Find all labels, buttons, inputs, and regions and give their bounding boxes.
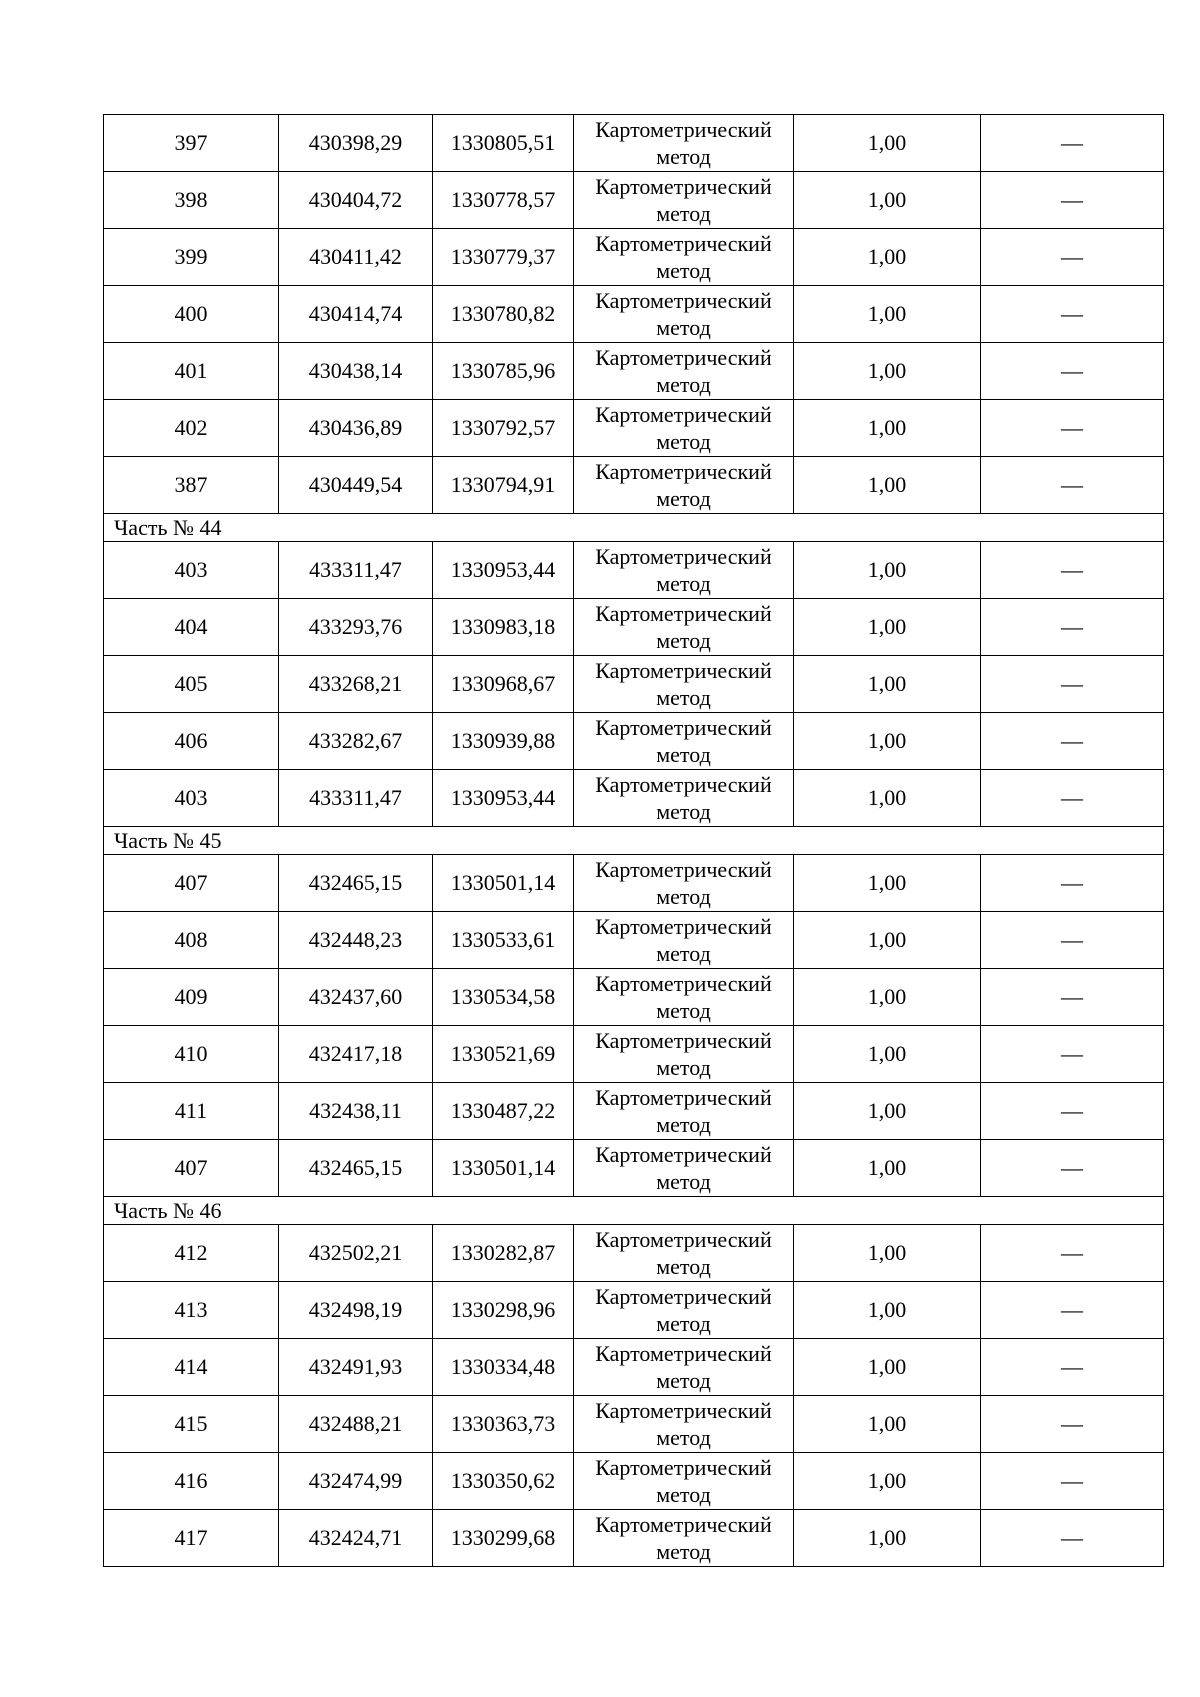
accuracy-cell: 1,00 xyxy=(794,172,981,229)
x-coordinate-cell: 432474,99 xyxy=(279,1453,433,1510)
method-cell xyxy=(574,1339,794,1396)
table-row xyxy=(104,599,1164,656)
section-header-row xyxy=(104,827,1164,855)
x-coordinate-cell: 432424,71 xyxy=(279,1510,433,1567)
note-cell: — xyxy=(981,1339,1164,1396)
method-line-2: метод xyxy=(656,1254,711,1279)
section-header: Часть № 46 xyxy=(104,1197,1164,1225)
method-line-2: метод xyxy=(656,998,711,1023)
point-number-cell: 401 xyxy=(104,343,279,400)
x-coordinate-cell: 432417,18 xyxy=(279,1026,433,1083)
x-coordinate-cell: 433311,47 xyxy=(279,770,433,827)
note-cell: — xyxy=(981,770,1164,827)
method-line-1: Картометрический xyxy=(595,402,772,427)
note-cell: — xyxy=(981,457,1164,514)
table-row xyxy=(104,1510,1164,1567)
note-cell: — xyxy=(981,656,1164,713)
x-coordinate-cell: 430398,29 xyxy=(279,115,433,172)
accuracy-cell: 1,00 xyxy=(794,912,981,969)
method-line-1: Картометрический xyxy=(595,772,772,797)
y-coordinate-cell: 1330533,61 xyxy=(433,912,574,969)
table-row xyxy=(104,1453,1164,1510)
method-line-1: Картометрический xyxy=(595,658,772,683)
method-line-1: Картометрический xyxy=(595,345,772,370)
point-number-cell: 397 xyxy=(104,115,279,172)
x-coordinate-cell: 430438,14 xyxy=(279,343,433,400)
y-coordinate-cell: 1330298,96 xyxy=(433,1282,574,1339)
point-number-cell: 412 xyxy=(104,1225,279,1282)
method-cell xyxy=(574,969,794,1026)
accuracy-cell: 1,00 xyxy=(794,1396,981,1453)
x-coordinate-cell: 430404,72 xyxy=(279,172,433,229)
table-row xyxy=(104,286,1164,343)
table-row xyxy=(104,770,1164,827)
y-coordinate-cell: 1330780,82 xyxy=(433,286,574,343)
point-number-cell: 399 xyxy=(104,229,279,286)
note-cell: — xyxy=(981,115,1164,172)
y-coordinate-cell: 1330939,88 xyxy=(433,713,574,770)
x-coordinate-cell: 432498,19 xyxy=(279,1282,433,1339)
point-number-cell: 408 xyxy=(104,912,279,969)
x-coordinate-cell: 430449,54 xyxy=(279,457,433,514)
method-cell xyxy=(574,1396,794,1453)
note-cell: — xyxy=(981,1083,1164,1140)
point-number-cell: 406 xyxy=(104,713,279,770)
point-number-cell: 417 xyxy=(104,1510,279,1567)
point-number-cell: 415 xyxy=(104,1396,279,1453)
method-cell xyxy=(574,770,794,827)
method-line-1: Картометрический xyxy=(595,231,772,256)
note-cell: — xyxy=(981,599,1164,656)
method-cell xyxy=(574,1282,794,1339)
point-number-cell: 407 xyxy=(104,855,279,912)
note-cell: — xyxy=(981,969,1164,1026)
method-line-1: Картометрический xyxy=(595,1284,772,1309)
method-cell xyxy=(574,1083,794,1140)
method-line-2: метод xyxy=(656,1112,711,1137)
accuracy-cell: 1,00 xyxy=(794,1510,981,1567)
note-cell: — xyxy=(981,855,1164,912)
x-coordinate-cell: 432437,60 xyxy=(279,969,433,1026)
x-coordinate-cell: 433268,21 xyxy=(279,656,433,713)
method-cell xyxy=(574,1140,794,1197)
x-coordinate-cell: 433311,47 xyxy=(279,542,433,599)
table-row xyxy=(104,1339,1164,1396)
method-cell xyxy=(574,656,794,713)
point-number-cell: 416 xyxy=(104,1453,279,1510)
table-row xyxy=(104,912,1164,969)
method-line-2: метод xyxy=(656,1539,711,1564)
x-coordinate-cell: 433293,76 xyxy=(279,599,433,656)
table-row xyxy=(104,542,1164,599)
accuracy-cell: 1,00 xyxy=(794,1339,981,1396)
method-line-2: метод xyxy=(656,941,711,966)
accuracy-cell: 1,00 xyxy=(794,457,981,514)
point-number-cell: 403 xyxy=(104,542,279,599)
point-number-cell: 405 xyxy=(104,656,279,713)
table-row xyxy=(104,855,1164,912)
section-header: Часть № 44 xyxy=(104,514,1164,542)
method-line-2: метод xyxy=(656,429,711,454)
table-row xyxy=(104,1396,1164,1453)
method-line-2: метод xyxy=(656,571,711,596)
section-header-row xyxy=(104,1197,1164,1225)
point-number-cell: 410 xyxy=(104,1026,279,1083)
method-line-1: Картометрический xyxy=(595,715,772,740)
method-line-2: метод xyxy=(656,1425,711,1450)
y-coordinate-cell: 1330792,57 xyxy=(433,400,574,457)
table-row xyxy=(104,713,1164,770)
note-cell: — xyxy=(981,542,1164,599)
accuracy-cell: 1,00 xyxy=(794,599,981,656)
x-coordinate-cell: 430436,89 xyxy=(279,400,433,457)
y-coordinate-cell: 1330534,58 xyxy=(433,969,574,1026)
method-cell xyxy=(574,855,794,912)
accuracy-cell: 1,00 xyxy=(794,656,981,713)
point-number-cell: 409 xyxy=(104,969,279,1026)
point-number-cell: 387 xyxy=(104,457,279,514)
method-line-1: Картометрический xyxy=(595,1341,772,1366)
method-cell xyxy=(574,229,794,286)
table-row xyxy=(104,656,1164,713)
note-cell: — xyxy=(981,1510,1164,1567)
y-coordinate-cell: 1330794,91 xyxy=(433,457,574,514)
method-line-2: метод xyxy=(656,1311,711,1336)
method-line-2: метод xyxy=(656,1368,711,1393)
section-header-row xyxy=(104,514,1164,542)
method-cell xyxy=(574,115,794,172)
note-cell: — xyxy=(981,400,1164,457)
note-cell: — xyxy=(981,1453,1164,1510)
method-cell xyxy=(574,713,794,770)
note-cell: — xyxy=(981,713,1164,770)
method-line-1: Картометрический xyxy=(595,1085,772,1110)
y-coordinate-cell: 1330805,51 xyxy=(433,115,574,172)
x-coordinate-cell: 432502,21 xyxy=(279,1225,433,1282)
y-coordinate-cell: 1330968,67 xyxy=(433,656,574,713)
method-line-1: Картометрический xyxy=(595,1398,772,1423)
accuracy-cell: 1,00 xyxy=(794,770,981,827)
note-cell: — xyxy=(981,1282,1164,1339)
method-line-1: Картометрический xyxy=(595,1142,772,1167)
point-number-cell: 404 xyxy=(104,599,279,656)
table-row xyxy=(104,1225,1164,1282)
coordinates-table-body xyxy=(104,115,1164,1567)
y-coordinate-cell: 1330778,57 xyxy=(433,172,574,229)
method-cell xyxy=(574,457,794,514)
x-coordinate-cell: 432488,21 xyxy=(279,1396,433,1453)
method-line-2: метод xyxy=(656,1482,711,1507)
table-row xyxy=(104,1083,1164,1140)
y-coordinate-cell: 1330779,37 xyxy=(433,229,574,286)
x-coordinate-cell: 432465,15 xyxy=(279,855,433,912)
accuracy-cell: 1,00 xyxy=(794,400,981,457)
point-number-cell: 413 xyxy=(104,1282,279,1339)
method-line-1: Картометрический xyxy=(595,1028,772,1053)
point-number-cell: 400 xyxy=(104,286,279,343)
method-line-1: Картометрический xyxy=(595,971,772,996)
x-coordinate-cell: 433282,67 xyxy=(279,713,433,770)
method-line-2: метод xyxy=(656,486,711,511)
method-cell xyxy=(574,1453,794,1510)
method-line-1: Картометрический xyxy=(595,1455,772,1480)
method-line-2: метод xyxy=(656,685,711,710)
method-line-1: Картометрический xyxy=(595,1227,772,1252)
y-coordinate-cell: 1330953,44 xyxy=(433,770,574,827)
x-coordinate-cell: 432465,15 xyxy=(279,1140,433,1197)
method-line-1: Картометрический xyxy=(595,914,772,939)
note-cell: — xyxy=(981,286,1164,343)
x-coordinate-cell: 430411,42 xyxy=(279,229,433,286)
y-coordinate-cell: 1330983,18 xyxy=(433,599,574,656)
method-line-2: метод xyxy=(656,884,711,909)
note-cell: — xyxy=(981,343,1164,400)
method-cell xyxy=(574,1510,794,1567)
point-number-cell: 414 xyxy=(104,1339,279,1396)
note-cell: — xyxy=(981,172,1164,229)
point-number-cell: 411 xyxy=(104,1083,279,1140)
note-cell: — xyxy=(981,912,1164,969)
note-cell: — xyxy=(981,1396,1164,1453)
section-header: Часть № 45 xyxy=(104,827,1164,855)
method-cell xyxy=(574,1026,794,1083)
table-row xyxy=(104,343,1164,400)
method-line-2: метод xyxy=(656,258,711,283)
method-line-2: метод xyxy=(656,799,711,824)
table-row xyxy=(104,1282,1164,1339)
point-number-cell: 402 xyxy=(104,400,279,457)
accuracy-cell: 1,00 xyxy=(794,1083,981,1140)
accuracy-cell: 1,00 xyxy=(794,1453,981,1510)
accuracy-cell: 1,00 xyxy=(794,969,981,1026)
method-line-2: метод xyxy=(656,144,711,169)
accuracy-cell: 1,00 xyxy=(794,855,981,912)
note-cell: — xyxy=(981,1225,1164,1282)
y-coordinate-cell: 1330350,62 xyxy=(433,1453,574,1510)
accuracy-cell: 1,00 xyxy=(794,713,981,770)
table-row xyxy=(104,1140,1164,1197)
table-row xyxy=(104,115,1164,172)
accuracy-cell: 1,00 xyxy=(794,286,981,343)
table-row xyxy=(104,1026,1164,1083)
y-coordinate-cell: 1330953,44 xyxy=(433,542,574,599)
y-coordinate-cell: 1330501,14 xyxy=(433,1140,574,1197)
y-coordinate-cell: 1330299,68 xyxy=(433,1510,574,1567)
method-line-1: Картометрический xyxy=(595,288,772,313)
table-row xyxy=(104,457,1164,514)
method-line-2: метод xyxy=(656,628,711,653)
x-coordinate-cell: 430414,74 xyxy=(279,286,433,343)
method-line-1: Картометрический xyxy=(595,117,772,142)
method-cell xyxy=(574,343,794,400)
method-line-1: Картометрический xyxy=(595,857,772,882)
method-line-1: Картометрический xyxy=(595,174,772,199)
note-cell: — xyxy=(981,1140,1164,1197)
accuracy-cell: 1,00 xyxy=(794,1140,981,1197)
accuracy-cell: 1,00 xyxy=(794,229,981,286)
y-coordinate-cell: 1330334,48 xyxy=(433,1339,574,1396)
accuracy-cell: 1,00 xyxy=(794,115,981,172)
accuracy-cell: 1,00 xyxy=(794,1026,981,1083)
accuracy-cell: 1,00 xyxy=(794,1225,981,1282)
method-line-2: метод xyxy=(656,742,711,767)
accuracy-cell: 1,00 xyxy=(794,1282,981,1339)
method-cell xyxy=(574,599,794,656)
accuracy-cell: 1,00 xyxy=(794,542,981,599)
method-cell xyxy=(574,286,794,343)
y-coordinate-cell: 1330785,96 xyxy=(433,343,574,400)
accuracy-cell: 1,00 xyxy=(794,343,981,400)
point-number-cell: 403 xyxy=(104,770,279,827)
coordinates-table xyxy=(103,114,1164,1567)
y-coordinate-cell: 1330363,73 xyxy=(433,1396,574,1453)
method-cell xyxy=(574,542,794,599)
method-line-2: метод xyxy=(656,201,711,226)
method-cell xyxy=(574,172,794,229)
table-row xyxy=(104,172,1164,229)
method-cell xyxy=(574,912,794,969)
y-coordinate-cell: 1330282,87 xyxy=(433,1225,574,1282)
method-line-1: Картометрический xyxy=(595,601,772,626)
y-coordinate-cell: 1330501,14 xyxy=(433,855,574,912)
x-coordinate-cell: 432438,11 xyxy=(279,1083,433,1140)
point-number-cell: 398 xyxy=(104,172,279,229)
method-line-1: Картометрический xyxy=(595,1512,772,1537)
table-row xyxy=(104,969,1164,1026)
note-cell: — xyxy=(981,1026,1164,1083)
note-cell: — xyxy=(981,229,1164,286)
method-cell xyxy=(574,1225,794,1282)
method-line-2: метод xyxy=(656,372,711,397)
method-line-1: Картометрический xyxy=(595,459,772,484)
method-line-1: Картометрический xyxy=(595,544,772,569)
y-coordinate-cell: 1330521,69 xyxy=(433,1026,574,1083)
method-cell xyxy=(574,400,794,457)
y-coordinate-cell: 1330487,22 xyxy=(433,1083,574,1140)
x-coordinate-cell: 432448,23 xyxy=(279,912,433,969)
method-line-2: метод xyxy=(656,1055,711,1080)
table-row xyxy=(104,400,1164,457)
method-line-2: метод xyxy=(656,1169,711,1194)
method-line-2: метод xyxy=(656,315,711,340)
point-number-cell: 407 xyxy=(104,1140,279,1197)
table-row xyxy=(104,229,1164,286)
x-coordinate-cell: 432491,93 xyxy=(279,1339,433,1396)
